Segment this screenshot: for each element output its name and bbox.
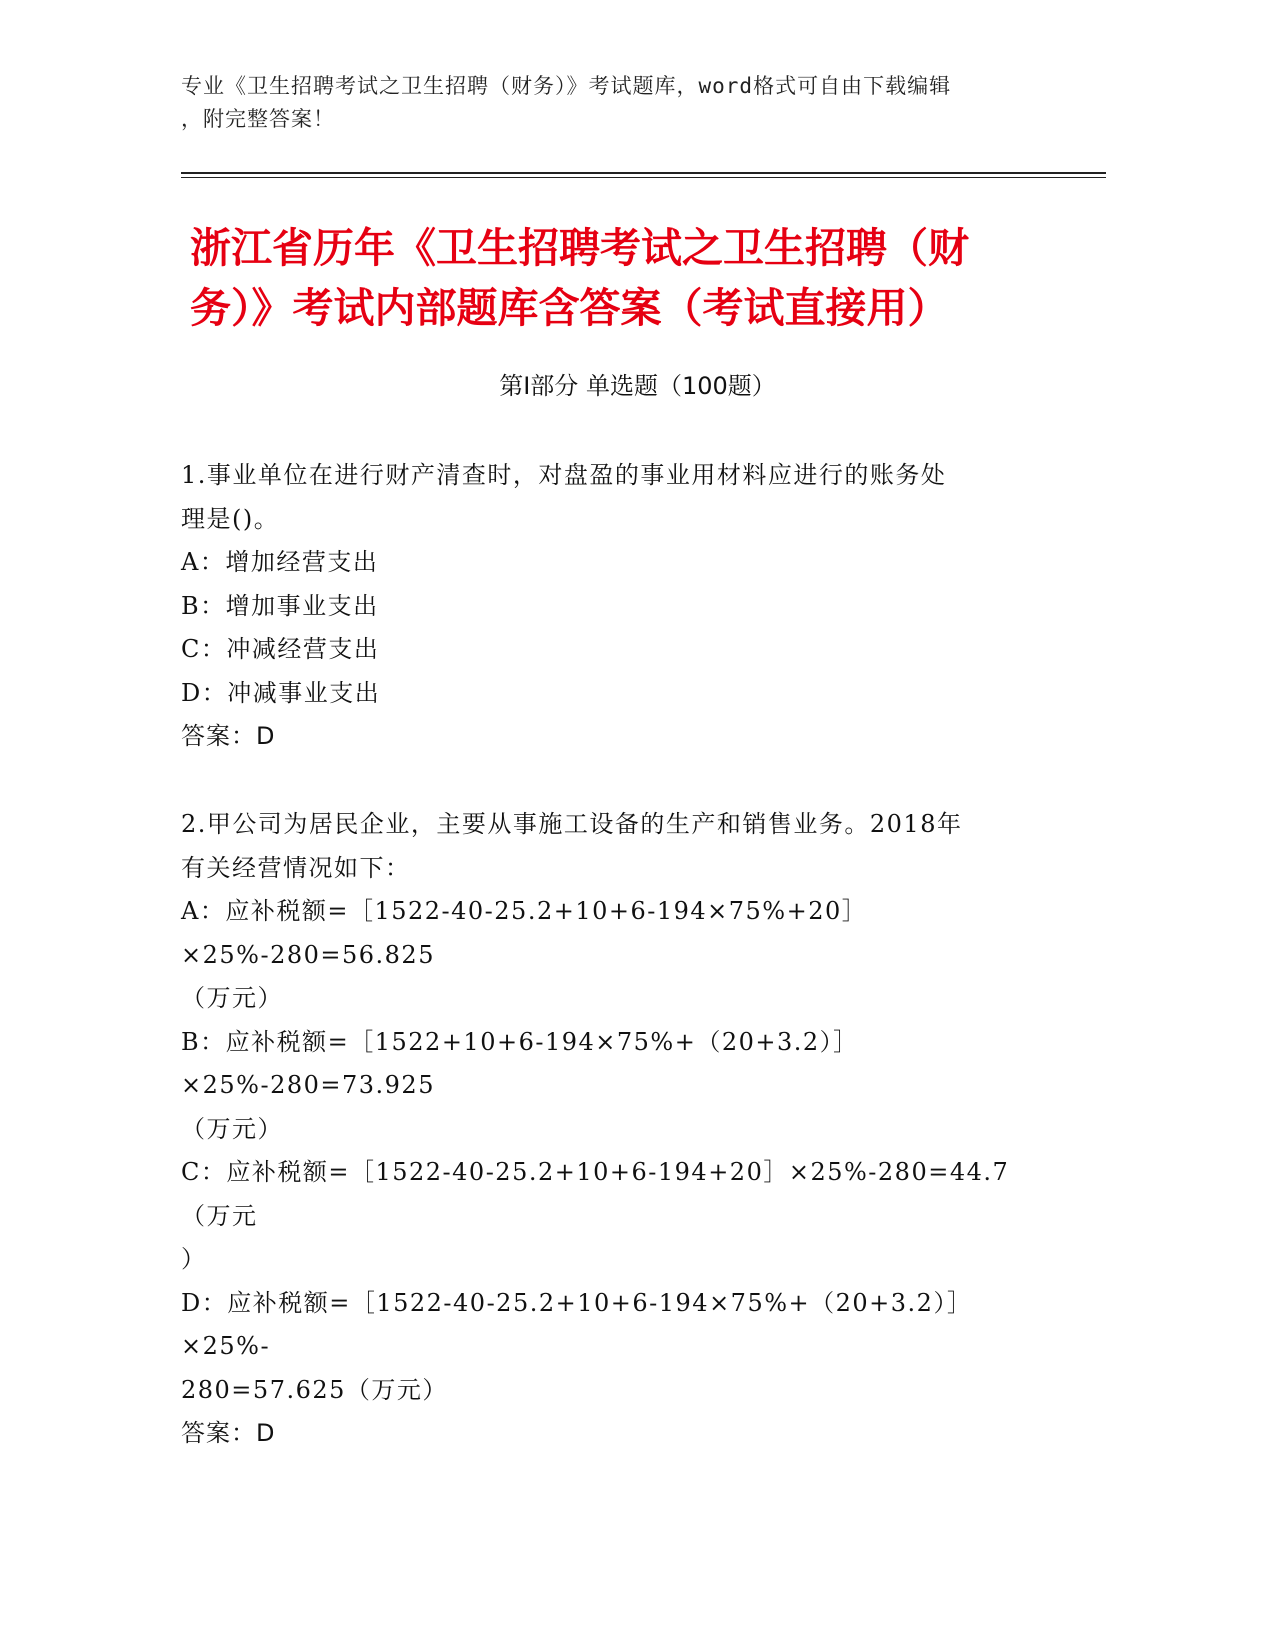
option-c-line-1: C：应补税额=［1522-40-25.2+10+6-194+20］×25%-280=44.7（万元 xyxy=(181,1158,1010,1230)
option-a-line-1: A：应补税额=［1522-40-25.2+10+6-194×75%+20］×25%-280=56.825 xyxy=(181,897,868,969)
option-c: C：冲减经营支出 xyxy=(181,635,380,663)
answer-line: 答案：D xyxy=(181,722,276,750)
document-title xyxy=(190,218,1090,338)
option-d-line-1: D：应补税额=［1522-40-25.2+10+6-194×75%+（20+3.2）］×25%- xyxy=(181,1288,973,1360)
header-note xyxy=(181,70,1041,136)
header-divider-thin xyxy=(181,177,1106,178)
question-1 xyxy=(181,454,1041,759)
header-divider-thick xyxy=(181,172,1106,174)
answer-line: 答案：D xyxy=(181,1419,276,1447)
header-note-line-1: 专业《卫生招聘考试之卫生招聘（财务）》考试题库，word格式可自由下载编辑 xyxy=(181,74,952,98)
question-stem-line-2: 理是()。 xyxy=(181,504,280,533)
option-b: B：增加事业支出 xyxy=(181,591,379,620)
option-a-line-2: （万元） xyxy=(181,984,283,1012)
option-d-line-2: 280=57.625（万元） xyxy=(181,1375,448,1404)
option-a: A：增加经营支出 xyxy=(181,548,379,576)
question-stem-line-2: 有关经营情况如下： xyxy=(181,853,411,882)
section-title: 第Ⅰ部分 单选题（100题） xyxy=(499,372,776,400)
option-d: D：冲减事业支出 xyxy=(181,678,381,707)
question-2 xyxy=(181,803,1041,1456)
document-title-line-1: 浙江省历年《卫生招聘考试之卫生招聘（财 xyxy=(190,224,969,272)
option-b-line-2: （万元） xyxy=(181,1114,283,1143)
option-c-line-2: ） xyxy=(181,1245,207,1273)
question-stem-line-1: 1.事业单位在进行财产清查时，对盘盈的事业用材料应进行的账务处 xyxy=(181,461,947,489)
option-b-line-1: B：应补税额=［1522+10+6-194×75%+（20+3.2）］×25%-280=73.925 xyxy=(181,1027,859,1099)
question-stem-line-1: 2.甲公司为居民企业，主要从事施工设备的生产和销售业务。2018年 xyxy=(181,810,963,838)
header-note-line-2: ，附完整答案！ xyxy=(181,107,335,131)
document-title-line-2: 务）》考试内部题库含答案（考试直接用） xyxy=(190,284,949,332)
